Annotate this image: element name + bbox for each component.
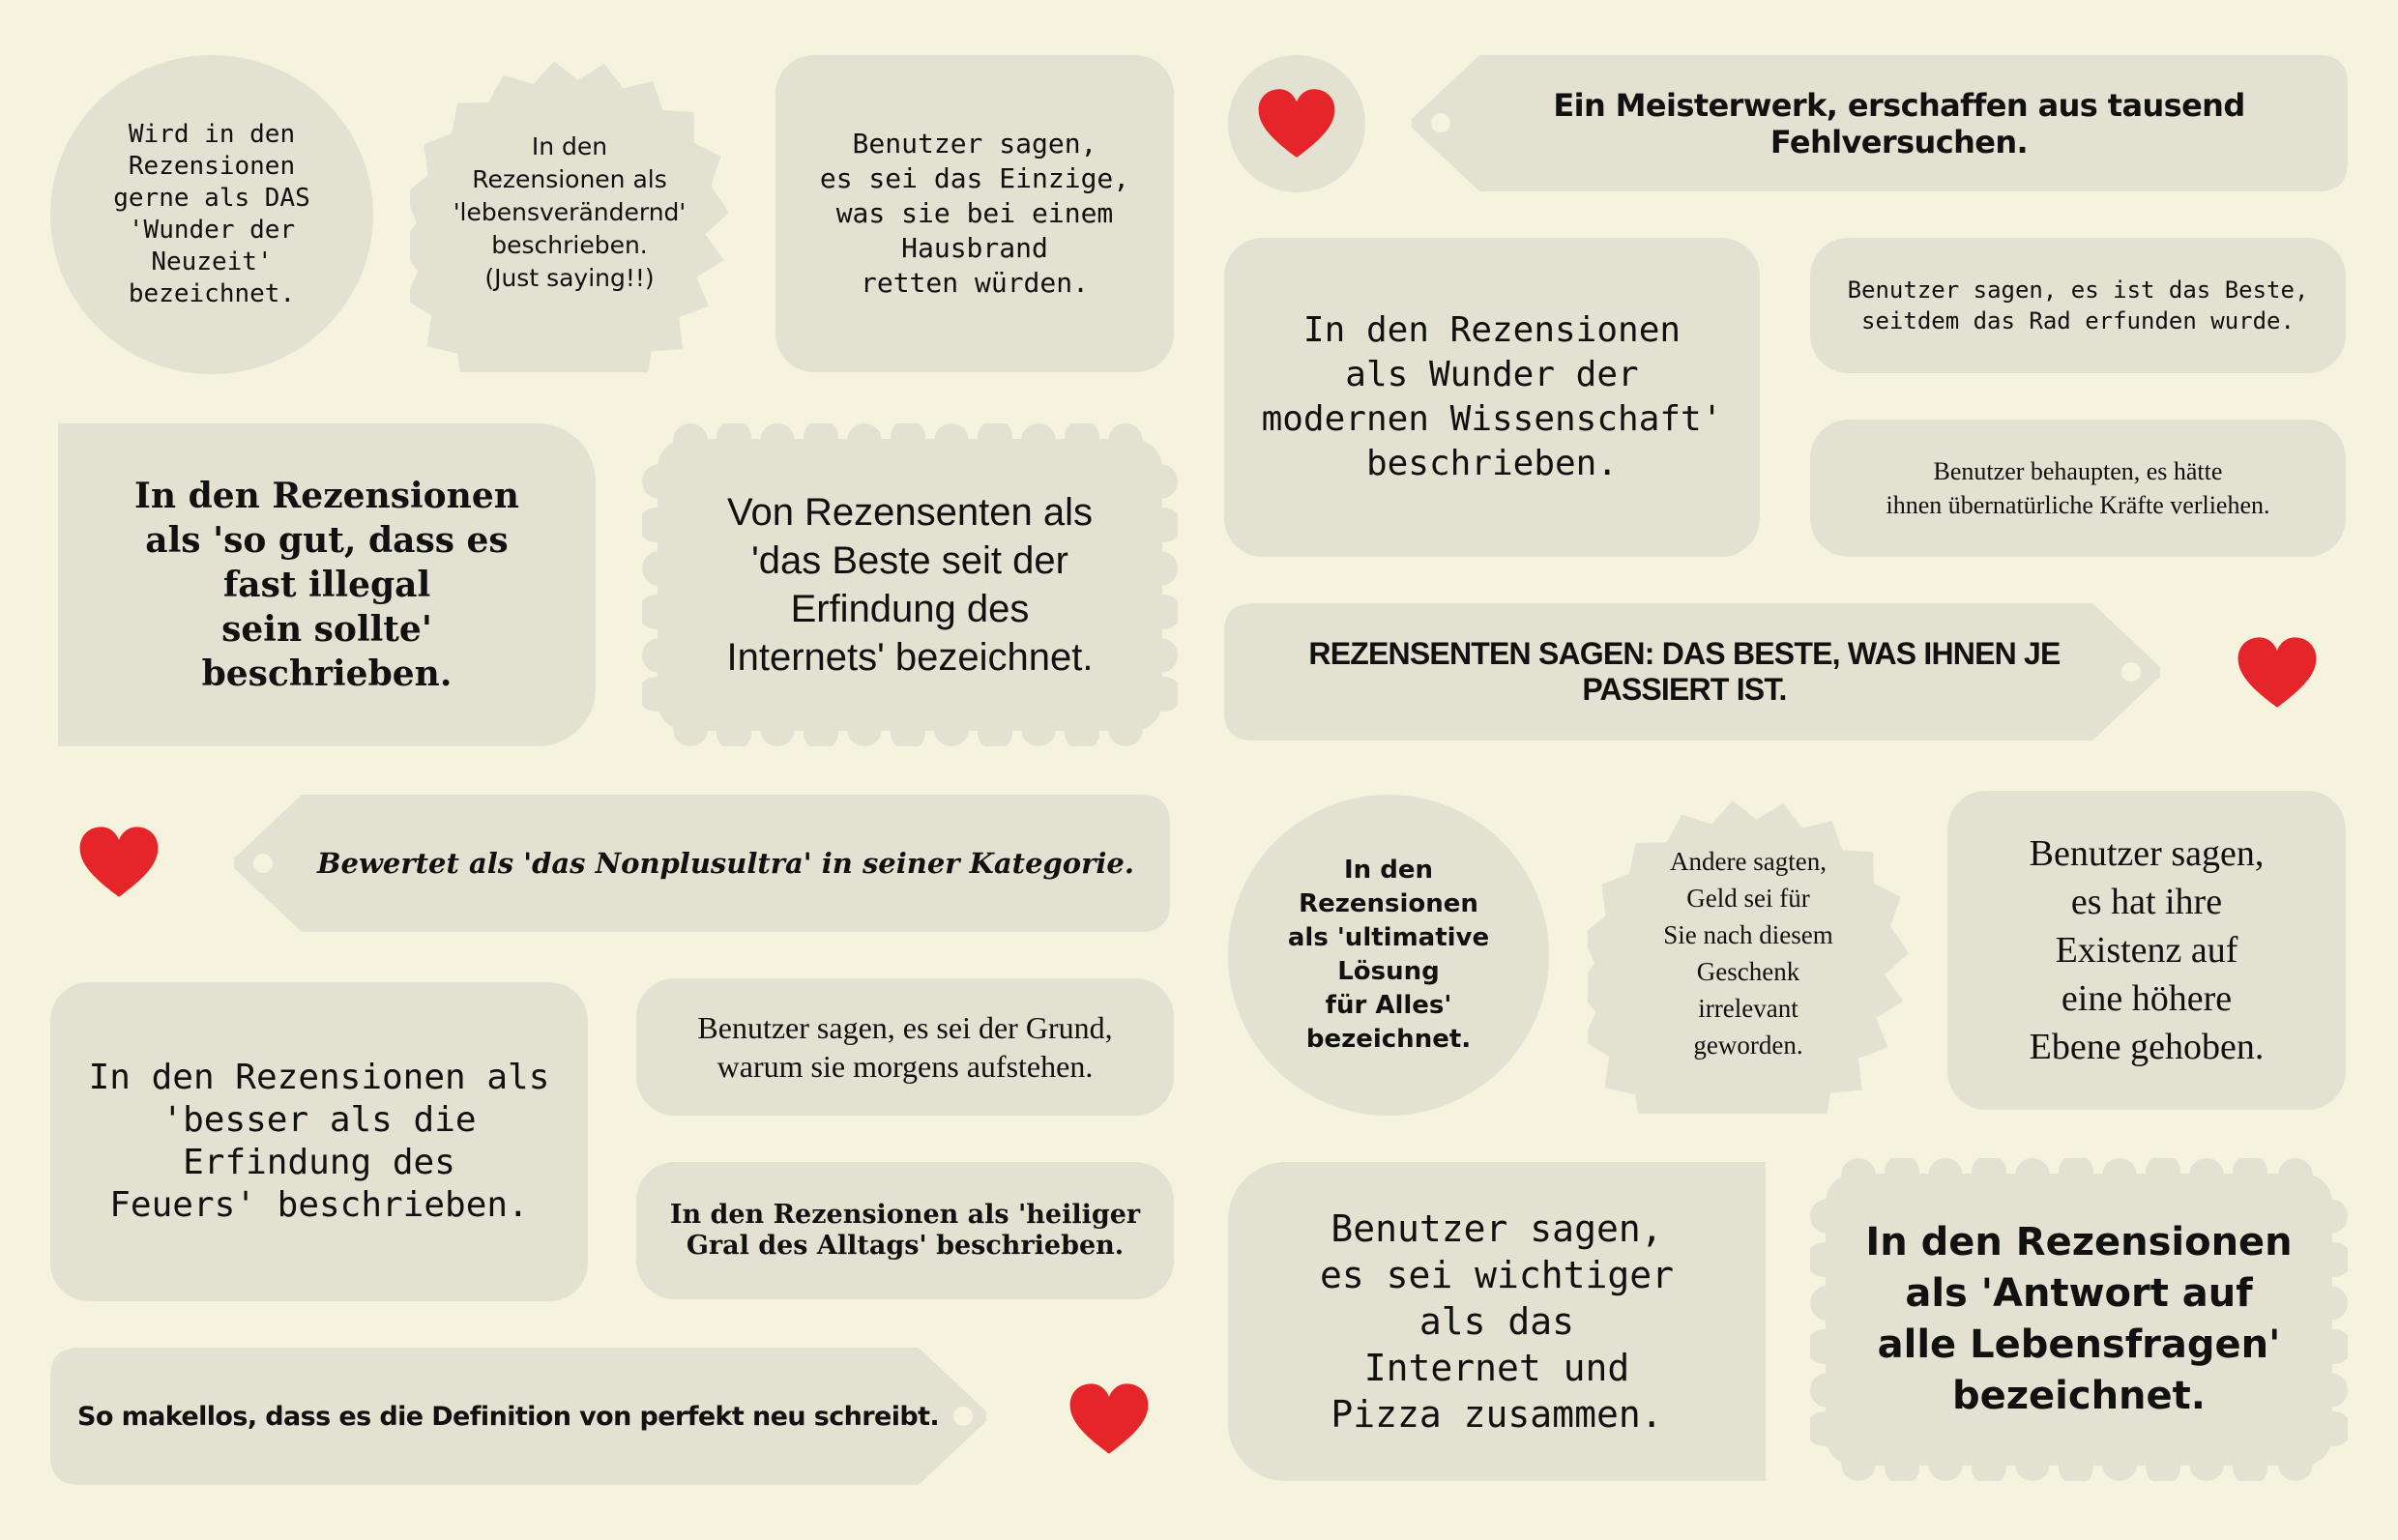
review-badge-kraefte [1810,420,2346,557]
review-badge-pizza [1228,1162,1766,1481]
review-tag-makellos [50,1348,986,1485]
badge-text: In den Rezensionen als 'besser als die Erfindung des Feuers' beschrieben. [88,1058,550,1225]
review-badge-lebensfragen [1810,1158,2348,1481]
badge-text: Wird in den Rezensionen gerne als DAS 'Wunder der Neuzeit' bezeichnet. [113,120,310,308]
badge-text: In den Rezensionen als Wunder der modernen Wissenschaft' beschrieben. [1261,310,1723,483]
badge-text: Benutzer sagen, es ist das Beste, seitdem das Rad erfunden wurde. [1847,276,2309,334]
heart-icon [77,824,161,901]
badge-text: In den Rezensionen als 'lebensverändernd' beschrieben. (Just saying!!) [453,132,687,292]
tag-hole [2121,662,2141,682]
review-badge-gral [636,1162,1174,1299]
review-badge-internet [642,423,1178,746]
tag-hole [253,854,273,873]
tag-hole [953,1407,973,1426]
badge-text: Ein Meisterwerk, erschaffen aus tausend Fehlversuchen. [1553,86,2245,160]
review-badge-star-lebensveraendernd [410,53,729,372]
review-badge-hausbrand [775,55,1174,372]
badge-text: Benutzer sagen, es sei der Grund, warum sie morgens aufstehen. [697,1010,1113,1084]
heart-icon [1067,1380,1151,1458]
heart-circle-badge [1228,55,1365,192]
badge-text: So makellos, dass es die Definition von perfekt neu schreibt. [77,1401,940,1432]
review-badge-feuer [50,982,588,1301]
review-badge-rad [1810,238,2346,373]
badge-text: Bewertet als 'das Nonplusultra' in seiner Kategorie. [317,847,1134,880]
badge-text: In den Rezensionen als 'heiliger Gral des Alltags' beschrieben. [669,1200,1141,1261]
review-badge-star-geld [1588,793,1909,1114]
badge-text: Andere sagten, Geld sei für Sie nach diesem Geschenk irrelevant geworden. [1663,847,1833,1060]
badge-text: REZENSENTEN SAGEN: DAS BESTE, WAS IHNEN JE PASSIERT IST. [1308,636,2061,707]
review-badge-circle-loesung [1228,795,1549,1116]
review-tag-rezensenten [1224,603,2160,741]
badge-text: Benutzer sagen, es sei wichtiger als das Internet und Pizza zusammen. [1319,1207,1675,1436]
review-badge-existenz [1947,791,2346,1110]
review-badge-circle-wunder [50,55,373,374]
heart-icon [2236,634,2319,712]
heart-icon [1256,86,1337,161]
review-badge-illegal [58,423,596,746]
review-tag-meisterwerk [1412,55,2348,191]
review-tag-nonplusultra [234,795,1170,932]
badge-text: Benutzer sagen, es hat ihre Existenz auf eine höhere Ebene gehoben. [2029,833,2265,1067]
badge-text: Von Rezensenten als 'das Beste seit der Erfindung des Internets' bezeichnet. [726,491,1094,679]
badge-text: In den Rezensionen als 'Antwort auf alle Lebensfragen' bezeichnet. [1865,1220,2293,1418]
badge-text: In den Rezensionen als 'so gut, dass es fast illegal sein sollte' beschrieben. [134,476,519,694]
badge-text: Benutzer behaupten, es hätte ihnen übernatürliche Kräfte verliehen. [1886,457,2270,519]
review-badge-wissenschaft [1224,238,1760,557]
review-badge-morgens [636,978,1174,1116]
badge-text: In den Rezensionen als 'ultimative Lösung für Alles' bezeichnet. [1287,856,1490,1054]
tag-hole [1431,113,1450,132]
badge-text: Benutzer sagen, es sei das Einzige, was sie bei einem Hausbrand retten würden. [819,128,1130,299]
